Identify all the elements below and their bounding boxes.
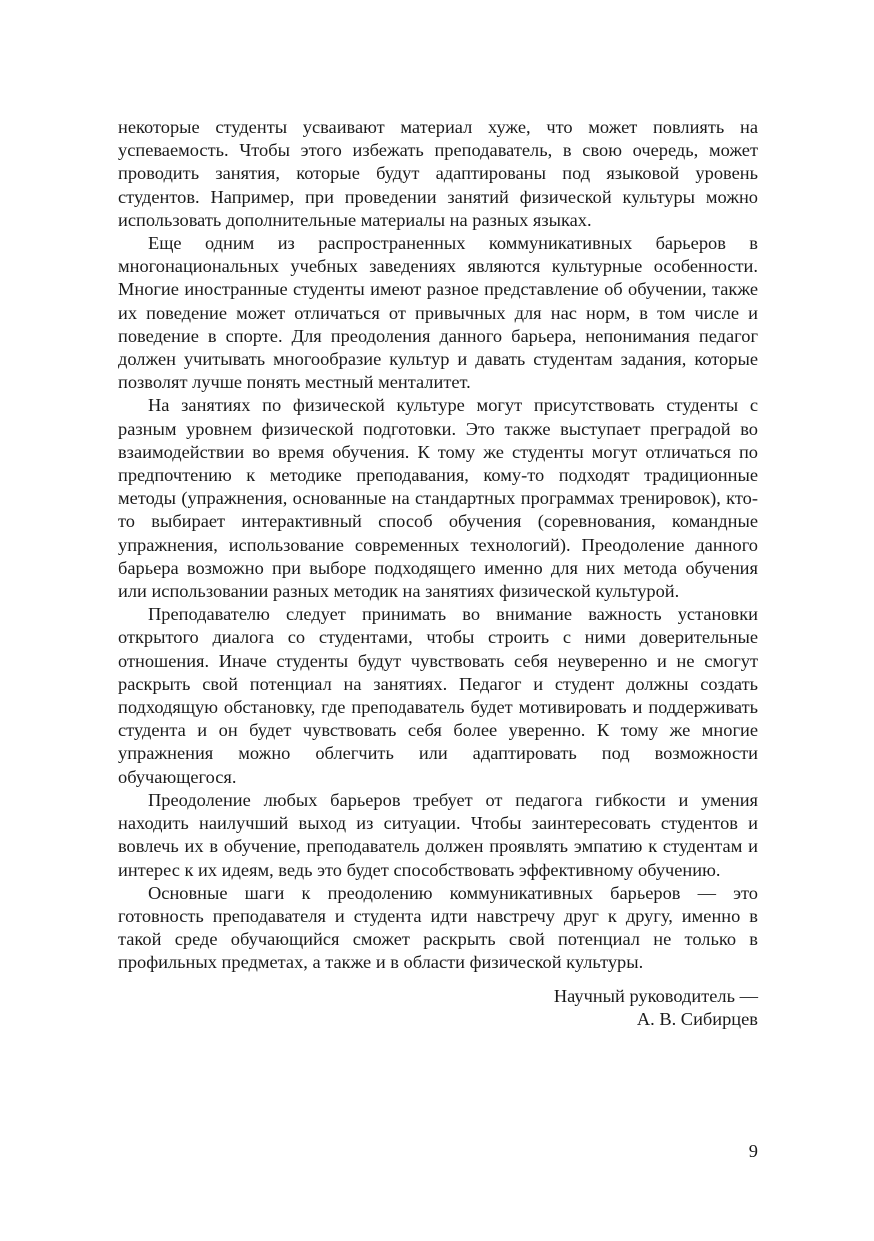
paragraph-1: некоторые студенты усваивают материал хуже, что может повлиять на успеваемость. Чтобы этого избежать преподаватель, в свою очередь, может проводить занятия, которые будут адаптированы под языковой уровень студентов. Например, при проведении занятий физической культуры можно использовать дополнительные материалы на разных языках. xyxy=(118,117,758,230)
paragraph-5: Преодоление любых барьеров требует от педагога гибкости и умения находить наилучший выход из ситуации. Чтобы заинтересовать студентов и вовлечь их в обучение, преподаватель должен проявлять эмпатию к студентам и интерес к их идеям, ведь это будет способствовать эффективному обучению. xyxy=(118,789,758,880)
paragraph-3: На занятиях по физической культуре могут присутствовать студенты с разным уровнем физической подготовки. Это также выступает преградой во взаимодействии во время обучения. К тому же студенты могут отличаться по предпочтению к методике преподавания, кому-то подходят традиционные методы (упражнения, основанные на стандартных программах тренировок), кто-то выбирает интерактивный способ обучения (соревнования, командные упражнения, использование современных технологий). Преодоление данного барьера возможно при выборе подходящего именно для них метода обучения или использовании разных методик на занятиях физической культурой. xyxy=(118,395,758,602)
signature-block xyxy=(118,985,758,1032)
supervisor-name: А. В. Сибирцев xyxy=(636,1009,758,1030)
supervisor-role: Научный руководитель — xyxy=(553,985,758,1006)
page-number: 9 xyxy=(748,1141,758,1161)
paragraph-2: Еще одним из распространенных коммуникативных барьеров в многонациональных учебных заведениях являются культурные особенности. Многие иностранные студенты имеют разное представление об обучении, также их поведение может отличаться от привычных для нас норм, в том числе и поведение в спорте. Для преодоления данного барьера, непонимания педагог должен учитывать многообразие культур и давать студентам задания, которые позволят лучше понять местный менталитет. xyxy=(118,233,758,393)
page-body xyxy=(118,116,758,1032)
paragraph-6: Основные шаги к преодолению коммуникативных барьеров — это готовность преподавателя и студента идти навстречу друг к другу, именно в такой среде обучающийся сможет раскрыть свой потенциал не только в профильных предметах, а также и в области физической культуры. xyxy=(118,882,758,973)
paragraph-4: Преподавателю следует принимать во внимание важность установки открытого диалога со студентами, чтобы строить с ними доверительные отношения. Иначе студенты будут чувствовать себя неуверенно и не смогут раскрыть свой потенциал на занятиях. Педагог и студент должны создать подходящую обстановку, где преподаватель будет мотивировать и поддерживать студента и он будет чувствовать себя более уверенно. К тому же многие упражнения можно облегчить или адаптировать под возможности обучающегося. xyxy=(118,604,758,787)
